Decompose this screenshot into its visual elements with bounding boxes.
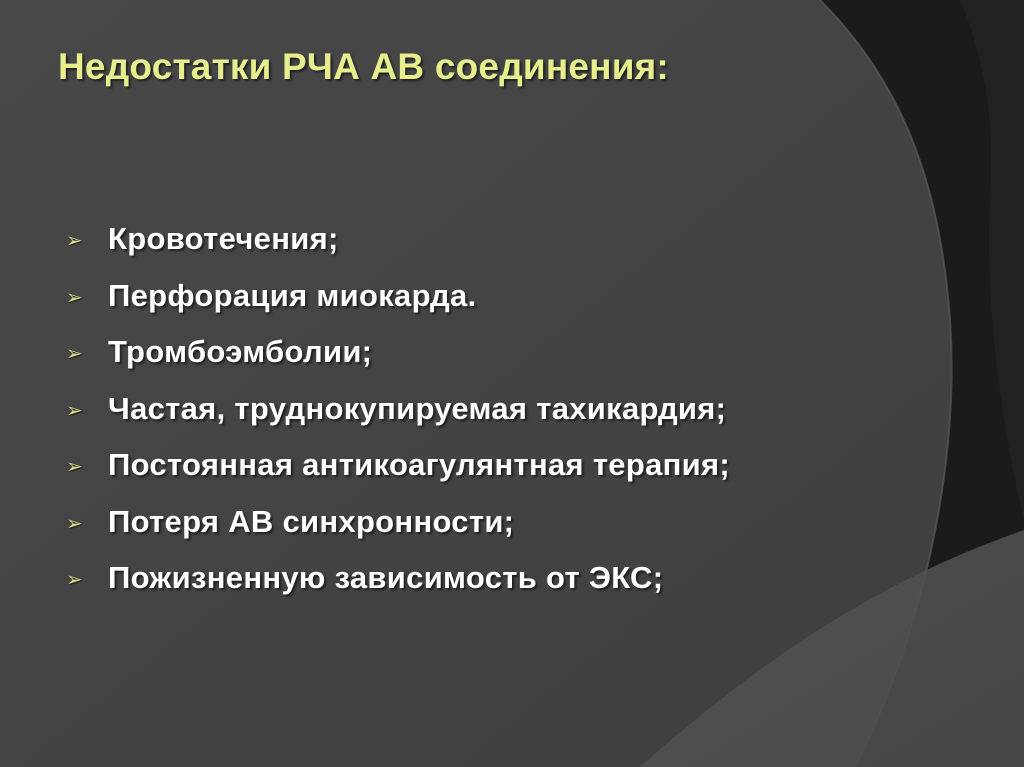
list-item [66,437,730,494]
bullet-list [66,211,730,607]
bullet-text: Перфорация миокарда. [108,277,477,313]
arrow-bullet-icon: ➢ [66,569,83,592]
bullet-text: Пожизненную зависимость от ЭКС; [108,560,664,596]
slide-title: Недостатки РЧА АВ соединения: [58,46,669,87]
arrow-bullet-icon: ➢ [66,343,83,366]
bullet-text: Потеря АВ синхронности; [108,503,515,539]
arrow-bullet-icon: ➢ [66,286,83,309]
right-band [960,0,1024,520]
list-item [66,211,730,268]
list-item [66,550,730,607]
list-item [66,324,730,381]
bullet-text: Кровотечения; [108,221,339,257]
bullet-text: Тромбоэмболии; [108,334,373,370]
list-item [66,381,730,438]
arrow-bullet-icon: ➢ [66,456,83,479]
arrow-bullet-icon: ➢ [66,399,83,422]
list-item [66,268,730,325]
list-item [66,494,730,551]
bullet-text: Частая, труднокупируемая тахикардия; [108,390,727,426]
arrow-bullet-icon: ➢ [66,230,83,253]
arrow-bullet-icon: ➢ [66,512,83,535]
bullet-text: Постоянная антикоагулянтная терапия; [108,447,731,483]
